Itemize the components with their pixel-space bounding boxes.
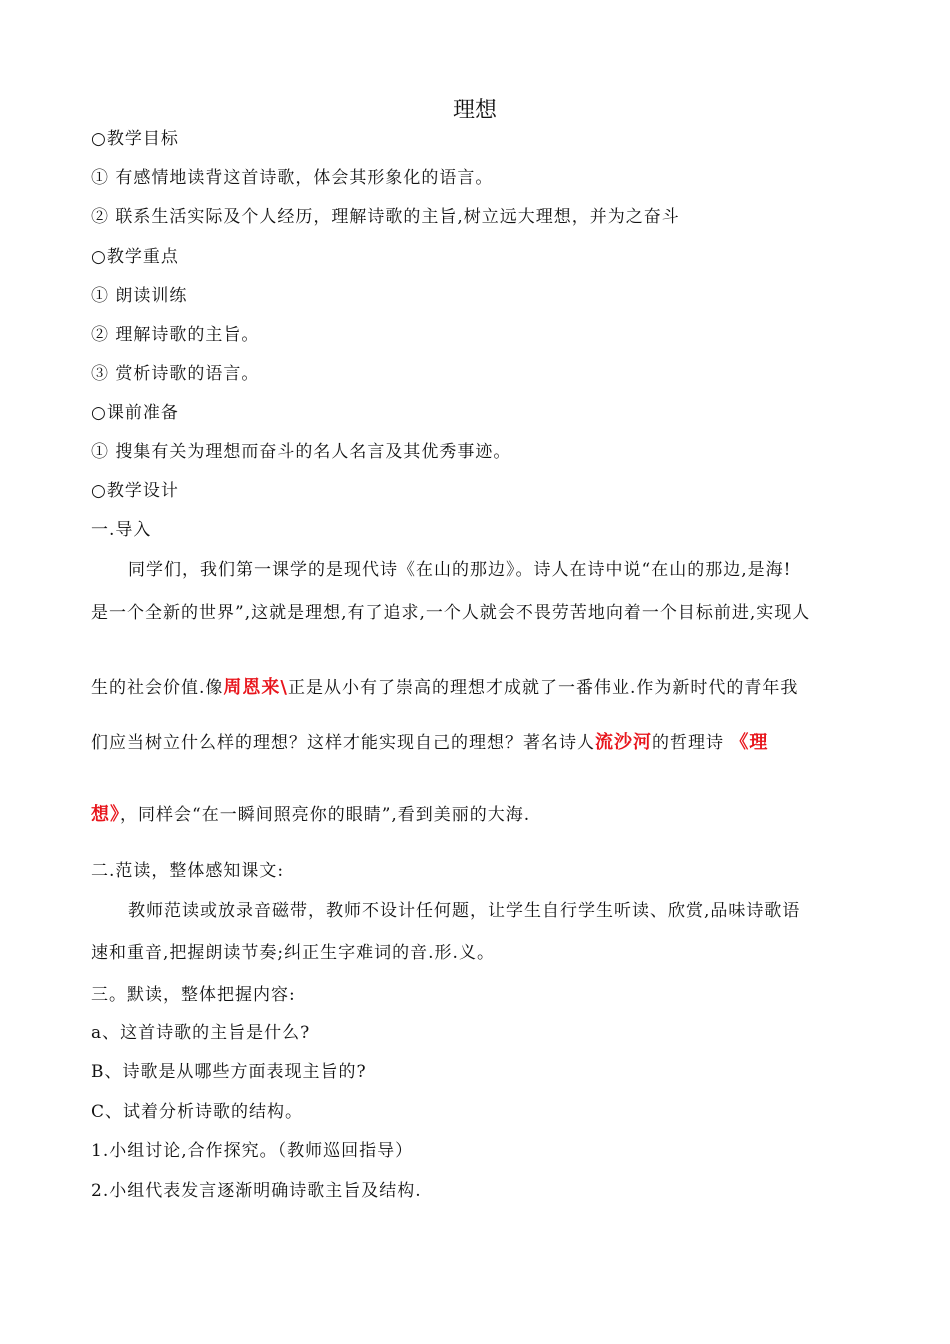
intro-paragraph-line-5 (91, 803, 530, 827)
step-1: 1.小组讨论,合作探究。（教师巡回指导） (91, 1141, 414, 1161)
goal-item-2: ② 联系生活实际及个人经历，理解诗歌的主旨,树立远大理想，并为之奋斗 (91, 207, 680, 227)
highlight-poem-title-end: 想》 (91, 804, 120, 825)
section-heading-goals: ○教学目标 (91, 129, 179, 149)
part2-paragraph-line-1: 教师范读或放录音磁带，教师不设计任何题，让学生自行学生听读、欣赏,品味诗歌语 (128, 901, 801, 921)
intro-paragraph-line-4 (91, 731, 768, 755)
section-heading-prep: ○课前准备 (91, 403, 179, 423)
focus-item-3: ③ 赏析诗歌的语言。 (91, 364, 260, 384)
intro-text: 生的社会价值.像 (91, 678, 224, 698)
intro-text: ，同样会“在一瞬间照亮你的眼睛”,看到美丽的大海. (120, 805, 531, 825)
intro-text: 正是从小有了崇高的理想才成就了一番伟业.作为新时代的青年我 (287, 678, 799, 698)
page-title: 理想 (452, 98, 497, 123)
part2-paragraph-line-2: 速和重音,把握朗读节奏;纠正生字难词的音.形.义。 (91, 943, 495, 963)
part1-heading: 一.导入 (91, 520, 152, 540)
intro-paragraph-line-1: 同学们，我们第一课学的是现代诗《在山的那边》。诗人在诗中说“在山的那边,是海! (128, 560, 792, 580)
section-heading-focus: ○教学重点 (91, 247, 179, 267)
focus-item-1: ① 朗读训练 (91, 286, 188, 306)
intro-text: 们应当树立什么样的理想？这样才能实现自己的理想？著名诗人 (91, 733, 595, 753)
highlight-zhou-enlai: 周恩来\ (223, 677, 288, 698)
intro-paragraph-line-3 (91, 676, 798, 700)
focus-item-2: ② 理解诗歌的主旨。 (91, 325, 260, 345)
step-2: 2.小组代表发言逐渐明确诗歌主旨及结构. (91, 1181, 422, 1201)
part3-heading: 三。默读，整体把握内容: (91, 985, 296, 1005)
intro-paragraph-line-2: 是一个全新的世界”,这就是理想,有了追求,一个人就会不畏劳苦地向着一个目标前进,实现人 (91, 603, 811, 623)
intro-text: 的哲理诗 (652, 733, 731, 753)
question-c: C、试着分析诗歌的结构。 (91, 1102, 304, 1122)
highlight-poem-title-start: 《理 (730, 732, 769, 753)
goal-item-1: ① 有感情地读背这首诗歌，体会其形象化的语言。 (91, 168, 494, 188)
section-heading-design: ○教学设计 (91, 481, 179, 501)
question-b: B、诗歌是从哪些方面表现主旨的? (91, 1062, 367, 1082)
prep-item-1: ① 搜集有关为理想而奋斗的名人名言及其优秀事迹。 (91, 442, 512, 462)
part2-heading: 二.范读，整体感知课文: (91, 861, 285, 881)
question-a: a、这首诗歌的主旨是什么? (91, 1023, 311, 1043)
highlight-liu-shahe: 流沙河 (595, 732, 652, 753)
